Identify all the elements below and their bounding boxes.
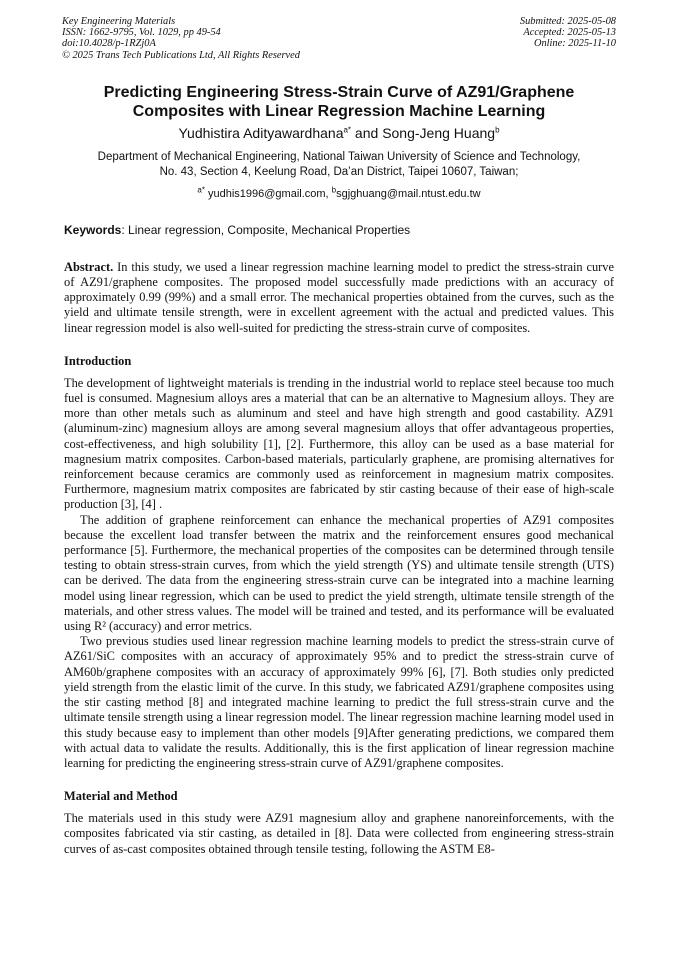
email-b-marker: b <box>331 185 337 195</box>
title-line-2: Composites with Linear Regression Machine Learning <box>132 102 546 120</box>
introduction-paragraph-1: The development of lightweight materials is trending in the industrial world to replace steel because too much fuel is consumed. Magnesium alloys ares a material that can be an alternative to Magnesium alloys. They are more than other metals such as aluminum and steel and have high strength and good castability. AZ91 (aluminum-zinc) magnesium alloys are among several magnesium alloys that offer advantageous properties, cost-effectiveness, and high solubility [1], [2]. Furthermore, this alloy can be used as a base material for magnesium matrix composites. Carbon-based materials, particularly graphene, are promising alternatives for reinforcement because ceramics are commonly used as reinforcement in magnesium matrix composites. Furthermore, magnesium matrix composites are fabricated by stir casting because of their ease of high-scale production [3], [4] . <box>64 375 614 512</box>
material-method-paragraph-1: The materials used in this study were AZ91 magnesium alloy and graphene nanoreinforcements, with the composites fabricated via stir casting, as detailed in [8]. Data were collected from engineering stress-strain curves of as-cast composites obtained through tensile testing, following the ASTM E8- <box>64 811 614 856</box>
keywords-text: : Linear regression, Composite, Mechanical Properties <box>121 222 411 237</box>
title-line-1: Predicting Engineering Stress-Strain Curve of AZ91/Graphene <box>103 83 575 101</box>
date-submitted: Submitted: 2025-05-08 <box>519 16 616 27</box>
email-a-marker: a* <box>197 185 205 195</box>
affiliation-line-1: Department of Mechanical Engineering, National Taiwan University of Science and Technology, <box>97 150 581 163</box>
author-list <box>64 124 614 142</box>
journal-issn: ISSN: 1662-9795, Vol. 1029, pp 49-54 <box>62 27 221 39</box>
abstract <box>64 260 614 336</box>
journal-copyright: © 2025 Trans Tech Publications Ltd, All Rights Reserved <box>62 49 300 61</box>
date-online: Online: 2025-11-10 <box>533 38 616 50</box>
author-2: Song-Jeng Huang <box>382 124 496 141</box>
keywords <box>64 223 614 238</box>
email-b: sgjghuang@mail.ntust.edu.tw <box>336 187 481 200</box>
author-conjunction: and <box>351 124 383 141</box>
affiliation <box>64 150 614 181</box>
author-emails <box>64 187 614 201</box>
journal-info <box>62 16 300 61</box>
introduction-heading: Introduction <box>64 353 132 368</box>
journal-header <box>62 16 616 61</box>
introduction-paragraph-2: The addition of graphene reinforcement can enhance the mechanical properties of AZ91 composites because the excellent load transfer between the matrix and the reinforcement ensures good mechanical performance [5]. Furthermore, the mechanical properties of the composites can be determined through tensile testing to obtain stress-strain curves, from which the yield strength (YS) and ultimate tensile strength (UTS) can be derived. The data from the engineering stress-strain curve can be integrated into a machine learning model using linear regression, which can be used to predict the yield strength, ultimate tensile strength of the materials, and other stress values. The model will be trained and tested, and its performance will be evaluated using R² (accuracy) and error metrics. <box>64 512 614 634</box>
author-1-affil: a* <box>343 125 352 135</box>
author-2-affil: b <box>495 125 500 135</box>
introduction-paragraph-3: Two previous studies used linear regression machine learning models to predict the stress-strain curve of AZ61/SiC composites with an accuracy of approximately 95% and to predict the stress-strain curve of AM60b/graphene composites with an accuracy of approximately 99% [6], [7]. Both studies only predicted yield strength from the elastic limit of the curve. In this study, we fabricated AZ91/graphene composites using the stir casting method [8] and integrated machine learning to predict the full stress-strain curve and the ultimate tensile strength using a linear regression model. The linear regression machine learning model used in this study because easy to implement than other models [9]After generating predictions, we compared them with actual data to validate the results. Additionally, this is the first application of linear regression machine learning for predicting the engineering stress-strain curve of AZ91/graphene composites. <box>64 634 614 770</box>
publication-dates <box>520 16 616 61</box>
date-accepted: Accepted: 2025-05-13 <box>523 27 616 39</box>
abstract-label: Abstract. <box>64 259 114 274</box>
journal-doi: doi:10.4028/p-1RZj0A <box>62 38 156 50</box>
affiliation-line-2: No. 43, Section 4, Keelung Road, Da’an District, Taipei 10607, Taiwan; <box>159 166 519 179</box>
author-1: Yudhistira Adityawardhana <box>178 124 344 141</box>
paper-title <box>64 83 614 121</box>
material-method-heading: Material and Method <box>64 789 178 804</box>
abstract-text: In this study, we used a linear regression machine learning model to predict the stress-strain curve of AZ91/graphene composites. The proposed model successfully made predictions with an accuracy of approximately 0.99 (99%) and a small error. The mechanical properties obtained from the curves, such as the yield and ultimate tensile strength, were in excellent agreement with the actual and predicted values. This linear regression model is also well-suited for predicting the stress-strain curve of composites. <box>64 259 614 335</box>
keywords-label: Keywords <box>64 222 122 237</box>
journal-name: Key Engineering Materials <box>62 16 176 27</box>
email-a: yudhis1996@gmail.com, <box>204 187 332 200</box>
